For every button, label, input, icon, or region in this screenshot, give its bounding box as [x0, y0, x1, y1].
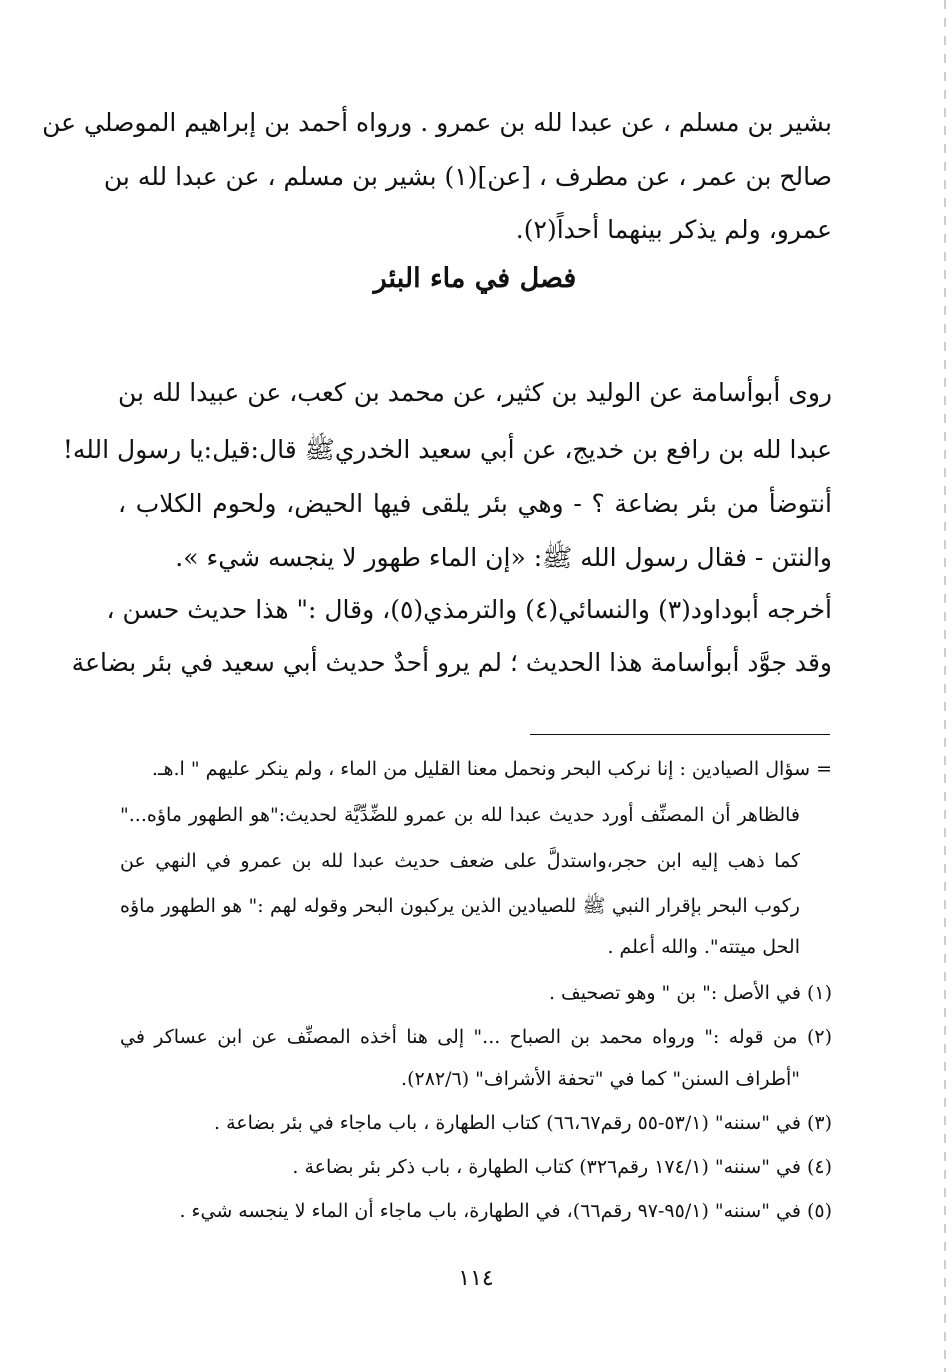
page-number: ١١٤	[458, 1266, 494, 1291]
body-line: عمرو، ولم يذكر بينهما أحداً(٢).	[515, 215, 832, 244]
footnote-2-continued: "أطراف السنن" كما في "تحفة الأشراف" (٢٨٢/٦).	[401, 1068, 800, 1090]
footnote-line: الحل ميتته". والله أعلم .	[607, 936, 800, 958]
body-line: أنتوضأ من بئر بضاعة ؟ - وهي بئر يلقى فيها الحيض، ولحوم الكلاب ،	[118, 489, 832, 518]
body-line: روى أبوأسامة عن الوليد بن كثير، عن محمد بن كعب، عن عبيدا لله بن	[118, 378, 832, 407]
body-line: بشير بن مسلم ، عن عبدا لله بن عمرو . ورواه أحمد بن إبراهيم الموصلي عن	[42, 108, 832, 137]
footnote-1: (١) في الأصل :" بن " وهو تصحيف .	[548, 982, 832, 1004]
footnote-4: (٤) في "سننه" (١٧٤/١ رقم٣٢٦) كتاب الطهارة ، باب ذكر بئر بضاعة .	[292, 1156, 832, 1178]
footnote-2: (٢) من قوله :" ورواه محمد بن الصباح ..." إلى هنا أخذه المصنِّف عن ابن عساكر في	[120, 1026, 832, 1048]
footnote-line: ركوب البحر بإقرار النبي ﷺ للصيادين الذين يركبون البحر وقوله لهم :" هو الطهور ماؤه	[120, 895, 800, 917]
footnote-5: (٥) في "سننه" (٩٥/١-٩٧ رقم٦٦)، في الطهارة، باب ماجاء أن الماء لا ينجسه شيء .	[179, 1200, 832, 1222]
body-line: صالح بن عمر ، عن مطرف ، [عن](١) بشير بن مسلم ، عن عبدا لله بن	[103, 162, 832, 191]
body-line: عبدا لله بن رافع بن خديج، عن أبي سعيد الخدريﷺ قال:قيل:يا رسول الله!	[62, 435, 832, 464]
body-line: والنتن - فقال رسول الله ﷺ: «إن الماء طهور لا ينجسه شيء ».	[175, 543, 832, 572]
footnote-line: = سؤال الصيادين : إنا نركب البحر ونحمل معنا القليل من الماء ، ولم ينكر عليهم " ا.هـ.	[151, 758, 832, 780]
body-line: وقد جوَّد أبوأسامة هذا الحديث ؛ لم يرو أحدٌ حديث أبي سعيد في بئر بضاعة	[71, 648, 832, 677]
footnote-line: كما ذهب إليه ابن حجر،واستدلَّ على ضعف حديث عبدا لله بن عمرو في النهي عن	[120, 850, 800, 872]
footnote-line: فالظاهر أن المصنِّف أورد حديث عبدا لله بن عمرو للضِّدِّيَّة لحديث:"هو الطهور ماؤه..."	[120, 804, 800, 826]
footnote-3: (٣) في "سننه" (٥٣/١-٥٥ رقم٦٦،٦٧) كتاب الطهارة ، باب ماجاء في بئر بضاعة .	[214, 1112, 832, 1134]
section-heading: فصل في ماء البئر	[373, 263, 577, 294]
page-edge-marks	[944, 0, 946, 1372]
body-line: أخرجه أبوداود(٣) والنسائي(٤) والترمذي(٥)، وقال :" هذا حديث حسن ،	[106, 595, 832, 624]
footnote-separator	[530, 734, 830, 735]
